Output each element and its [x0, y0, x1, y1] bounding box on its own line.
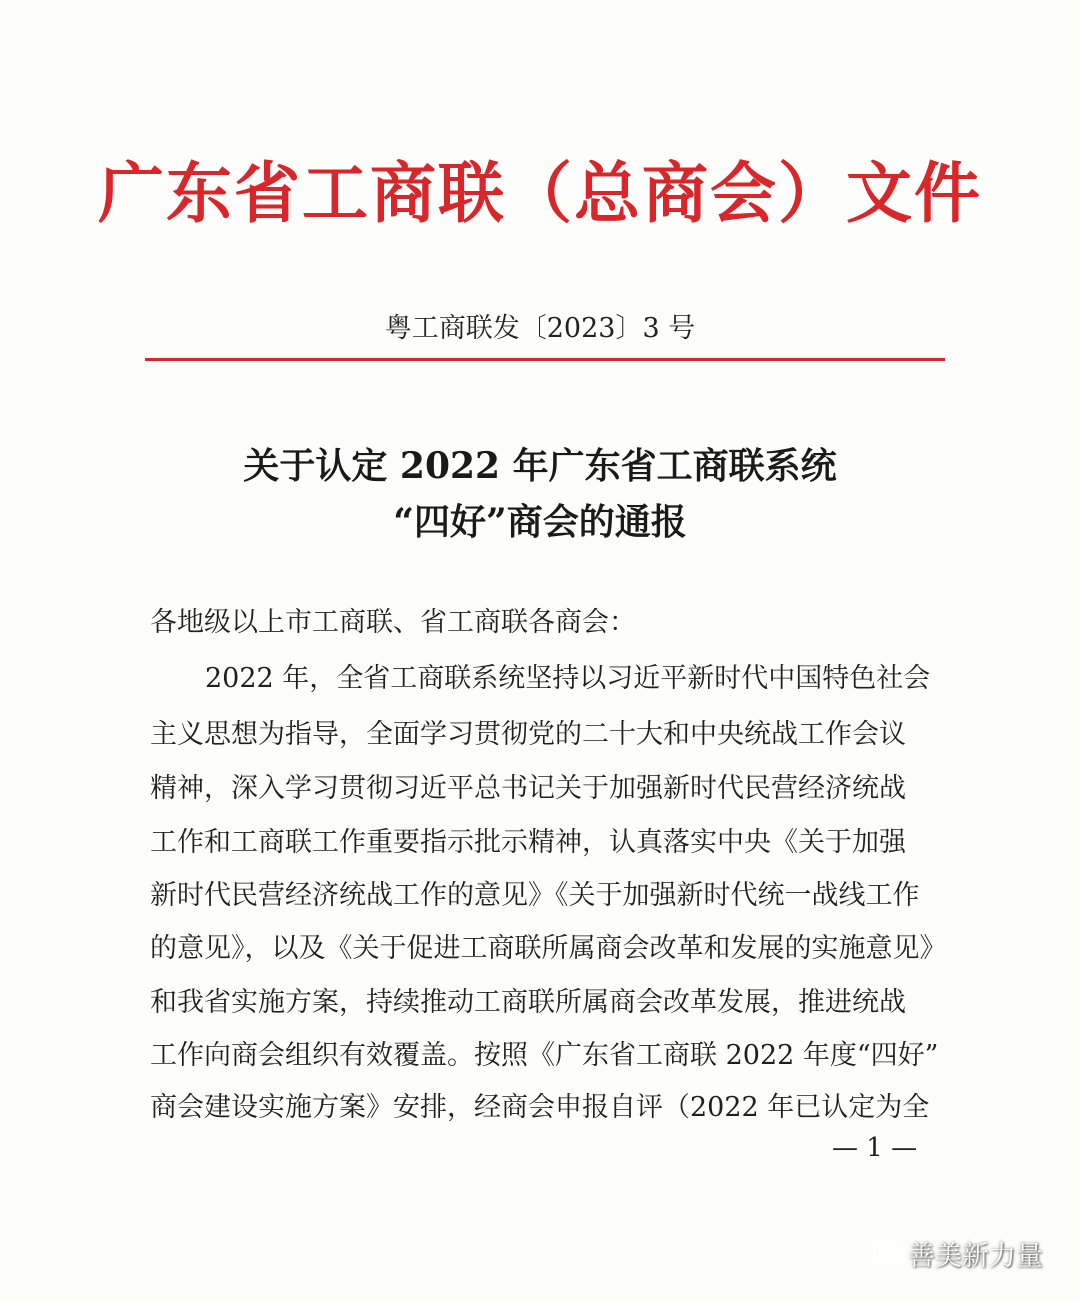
salutation: 各地级以上市工商联、省工商联各商会： [150, 607, 636, 638]
body-line-5: 新时代民营经济统战工作的意见》《关于加强新时代统一战线工作 [150, 880, 920, 911]
notice-title-line-2: “四好”商会的通报 [393, 501, 687, 543]
body-line-4: 工作和工商联工作重要指示批示精神，认真落实中央《关于加强 [150, 827, 906, 858]
body-line-8: 工作向商会组织有效覆盖。按照《广东省工商联 2022 年度“四好” [150, 1040, 939, 1071]
notice-title-line-1: 关于认定 2022 年广东省工商联系统 [243, 445, 837, 487]
body-line-1: 2022 年，全省工商联系统坚持以习近平新时代中国特色社会 [205, 663, 931, 694]
body-line-3: 精神，深入学习贯彻习近平总书记关于加强新时代民营经济统战 [150, 773, 906, 804]
document-header-title: 广东省工商联（总商会）文件 [98, 154, 982, 232]
body-line-7: 和我省实施方案，持续推动工商联所属商会改革发展，推进统战 [150, 987, 906, 1018]
watermark-text: 善美新力量 [908, 1241, 1043, 1272]
document-number: 粤工商联发〔2023〕3 号 [384, 313, 696, 344]
body-line-2: 主义思想为指导，全面学习贯彻党的二十大和中央统战工作会议 [150, 719, 906, 750]
wechat-watermark [872, 1234, 1043, 1273]
body-line-9: 商会建设实施方案》安排，经商会申报自评（2022 年已认定为全 [150, 1092, 930, 1123]
red-divider-line [145, 358, 945, 361]
wechat-icon [872, 1241, 902, 1267]
body-line-6: 的意见》，以及《关于促进工商联所属商会改革和发展的实施意见》 [150, 933, 947, 964]
page-number: — 1 — [832, 1133, 918, 1163]
